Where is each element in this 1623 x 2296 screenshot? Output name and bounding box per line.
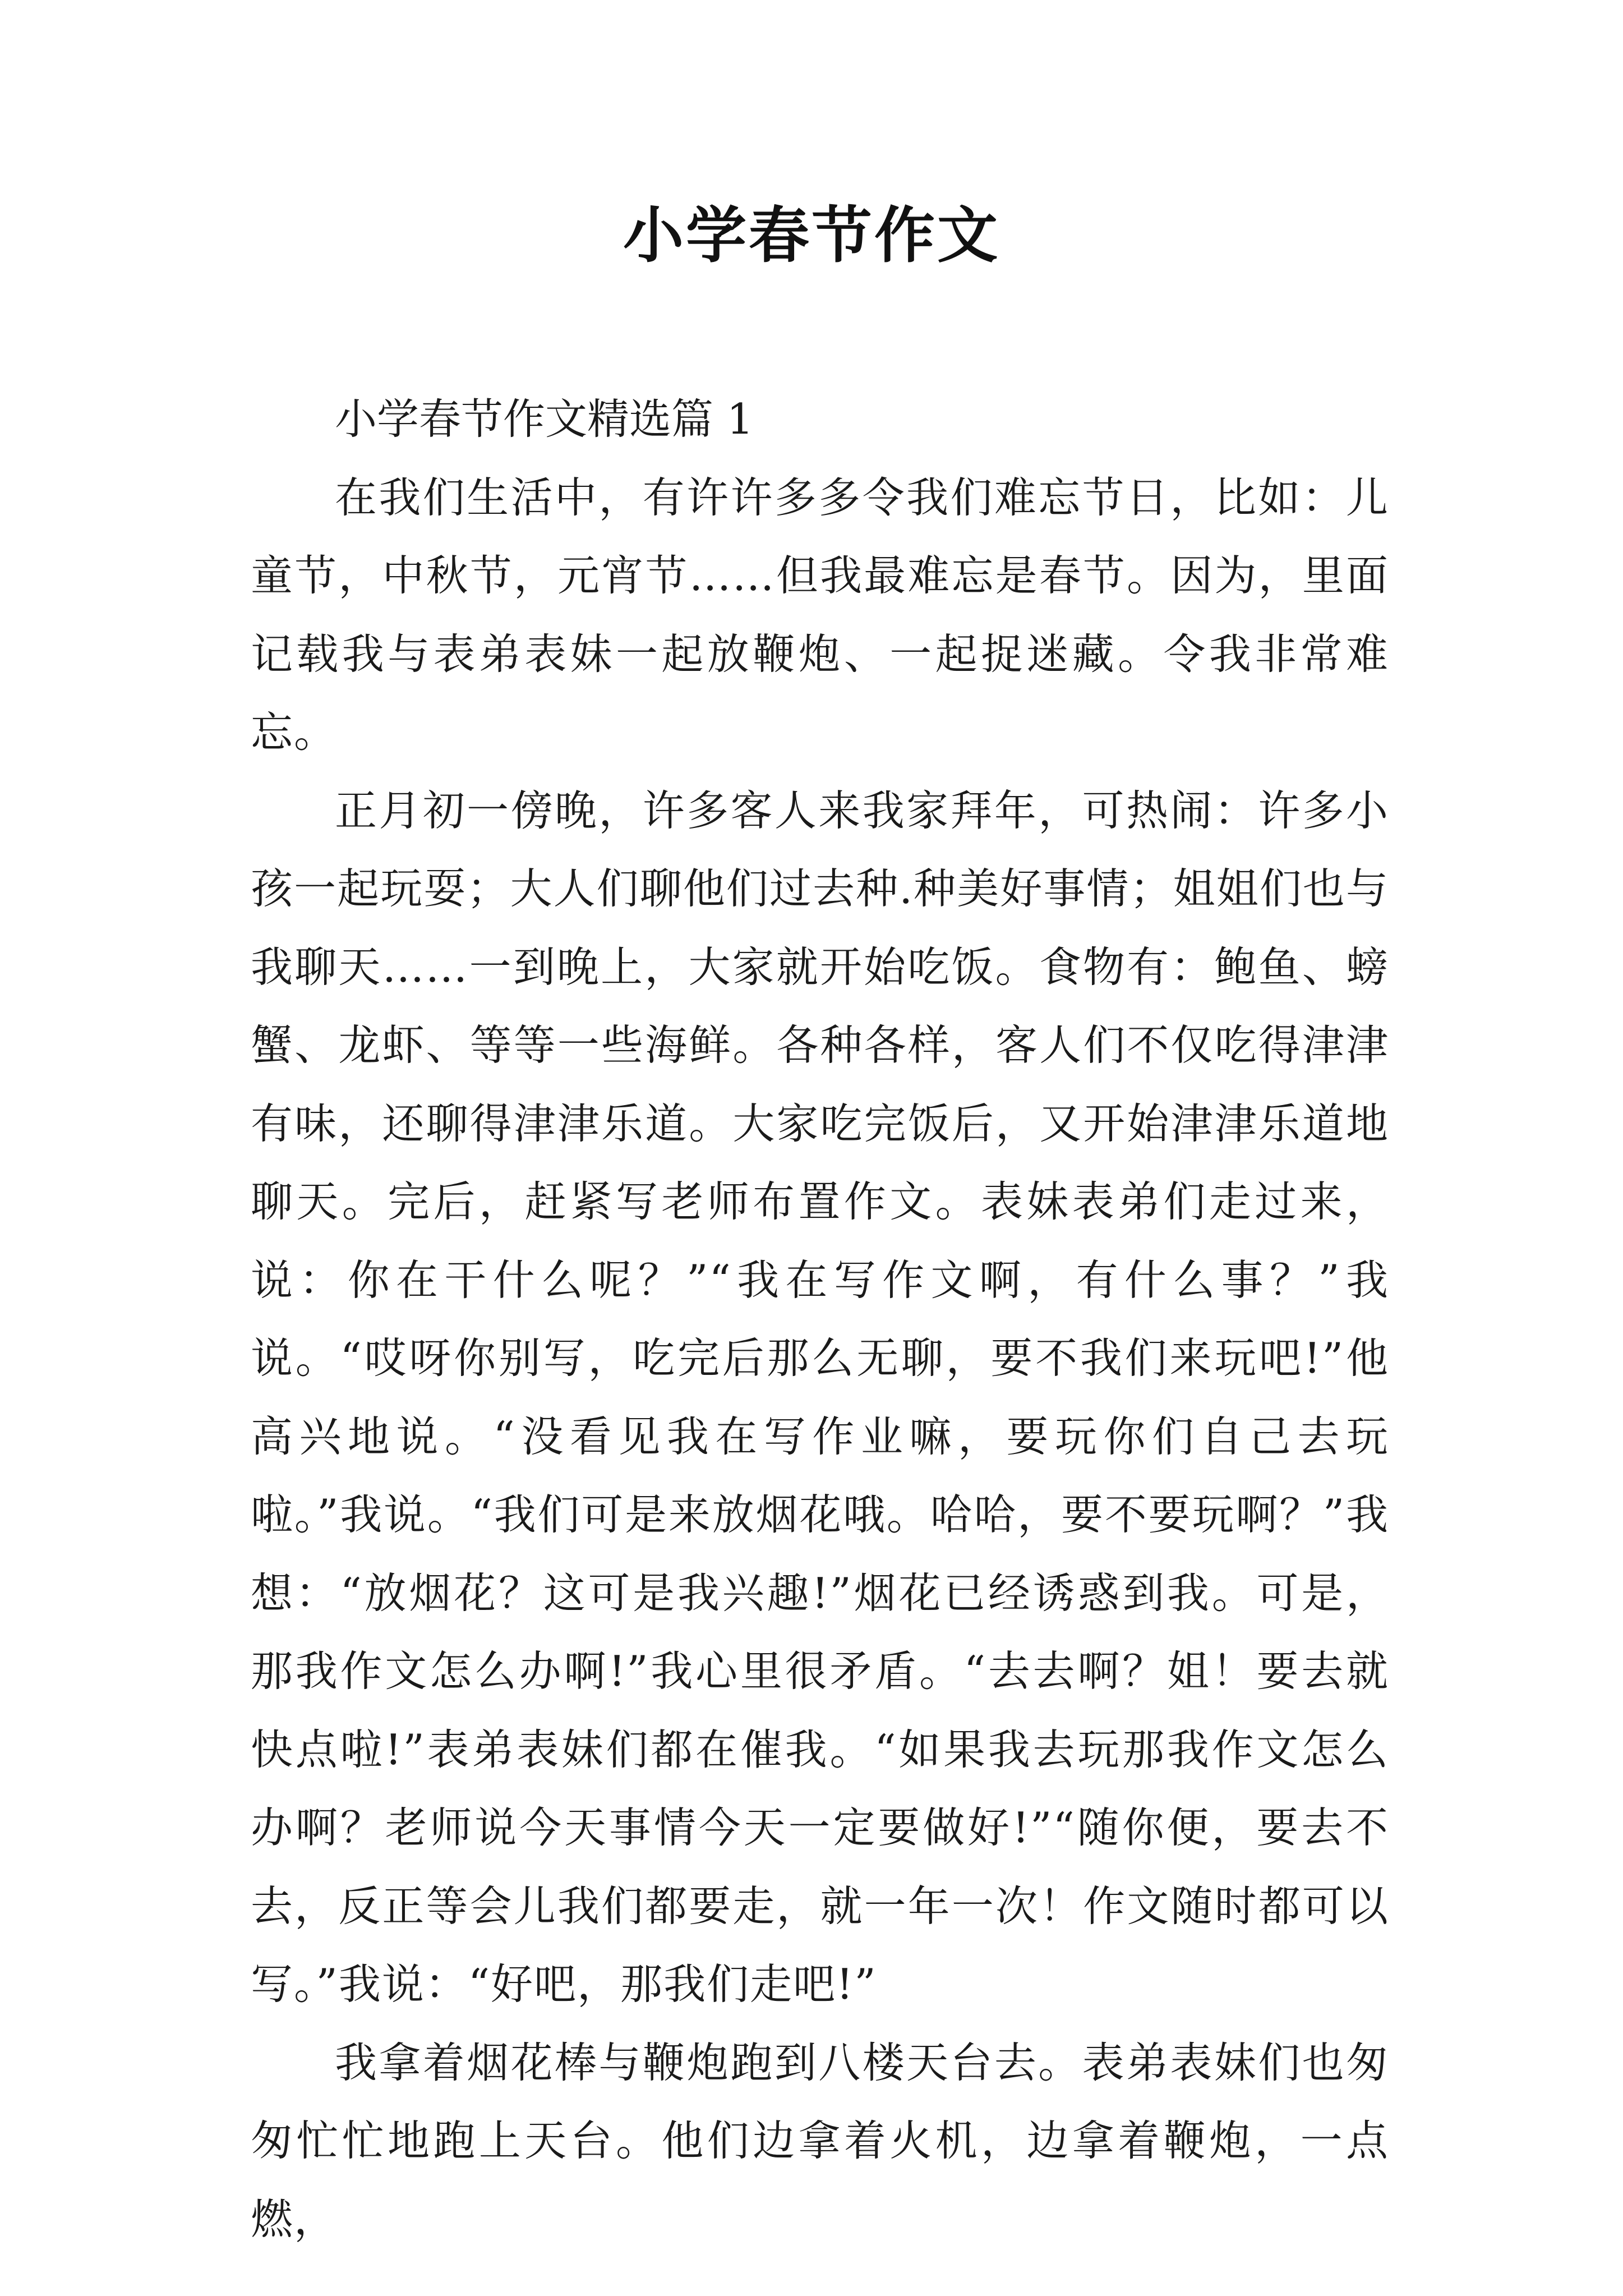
document-body [251, 380, 1389, 2258]
paragraph-1: 在我们生活中，有许许多多令我们难忘节日，比如：儿童节，中秋节，元宵节……但我最难忘是春节。因为，里面记载我与表弟表妹一起放鞭炮、一起捉迷藏。令我非常难忘。 [251, 472, 1389, 757]
paragraph-2: 正月初一傍晚，许多客人来我家拜年，可热闹：许多小孩一起玩耍；大人们聊他们过去种.种美好事情；姐姐们也与我聊天……一到晚上，大家就开始吃饭。食物有：鲍鱼、螃蟹、龙虾、等等一些海鲜。各种各样，客人们不仅吃得津津有味，还聊得津津乐道。大家吃完饭后，又开始津津乐道地聊天。完后，赶紧写老师布置作文。表妹表弟们走过来，说：你在干什么呢？”“我在写作文啊，有什么事？”我说。“哎呀你别写，吃完后那么无聊，要不我们来玩吧!”他高兴地说。“没看见我在写作业嘛，要玩你们自己去玩啦。”我说。“我们可是来放烟花哦。哈哈，要不要玩啊？”我想：“放烟花？这可是我兴趣!”烟花已经诱惑到我。可是，那我作文怎么办啊!”我心里很矛盾。“去去啊？姐！要去就快点啦!”表弟表妹们都在催我。“如果我去玩那我作文怎么办啊？老师说今天事情今天一定要做好!”“随你便，要去不去，反正等会儿我们都要走，就一年一次！作文随时都可以写。”我说：“好吧，那我们走吧!” [251, 785, 1389, 2009]
paragraph-3: 我拿着烟花棒与鞭炮跑到八楼天台去。表弟表妹们也匆匆忙忙地跑上天台。他们边拿着火机，边拿着鞭炮，一点燃， [251, 2037, 1389, 2244]
document-title: 小学春节作文 [623, 200, 1000, 271]
section-heading: 小学春节作文精选篇 1 [335, 394, 754, 444]
